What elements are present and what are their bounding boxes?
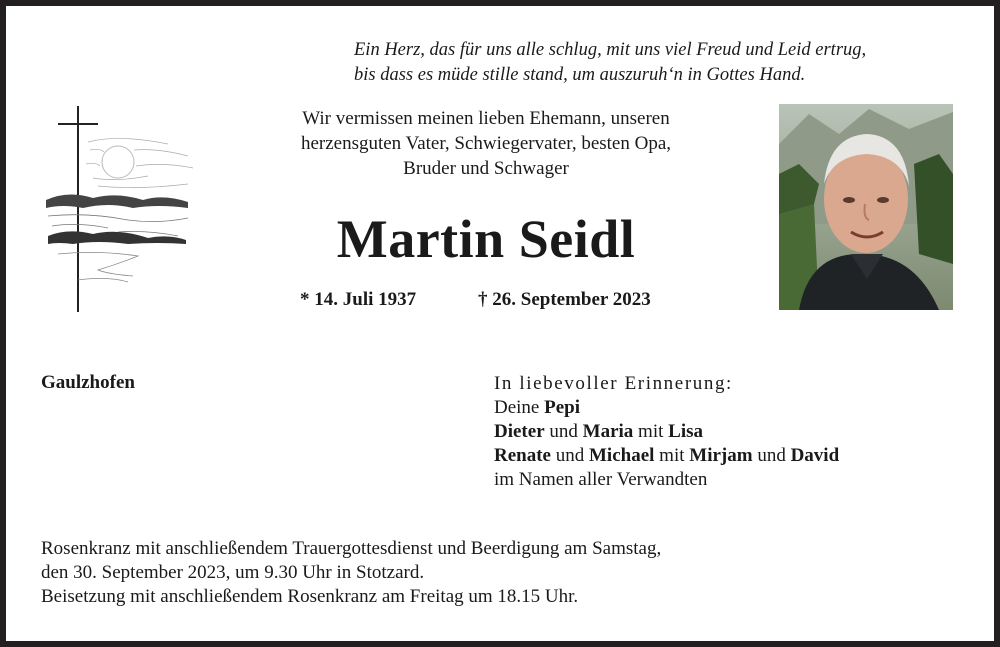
death-date: † 26. September 2023 [478, 289, 651, 310]
mourners-intro: In liebevoller Erinnerung: [494, 373, 733, 394]
intro-line-3: Bruder und Schwager [403, 158, 569, 179]
quote-line-1: Ein Herz, das für uns alle schlug, mit uns viel Freud und Leid ertrug, [354, 40, 867, 60]
word-und: und [757, 445, 786, 466]
name-dieter: Dieter [494, 421, 545, 442]
word-und: und [549, 421, 578, 442]
name-pepi: Pepi [544, 397, 581, 418]
quote-line-2: bis dass es müde stille stand, um auszuruh‘n in Gottes Hand. [354, 65, 806, 85]
place-name: Gaulzhofen [41, 372, 135, 393]
intro-line-2: herzensguten Vater, Schwiegervater, besten Opa, [300, 133, 672, 154]
intro-line-1: Wir vermissen meinen lieben Ehemann, unseren [302, 108, 670, 129]
mountain-ridge-2 [48, 231, 186, 244]
name-lisa: Lisa [668, 421, 703, 442]
mourners-line-3 [494, 444, 839, 468]
river-lines [58, 252, 138, 282]
word-mit: mit [638, 421, 664, 442]
word-mit: mit [659, 445, 685, 466]
mountain-ridge-1 [46, 194, 188, 208]
obituary-notice [6, 6, 994, 641]
deceased-name: Martin Seidl [336, 209, 636, 269]
service-info [41, 537, 661, 609]
moon [102, 146, 134, 178]
birth-date: * 14. Juli 1937 [300, 289, 417, 310]
name-david: David [790, 445, 840, 466]
name-michael: Michael [588, 445, 655, 466]
name-mirjam: Mirjam [689, 445, 753, 466]
mourners-block [494, 372, 839, 492]
memorial-quote [354, 38, 974, 88]
word-deine: Deine [494, 397, 540, 418]
mourners-relatives: im Namen aller Verwandten [494, 469, 708, 490]
service-line-1: Rosenkranz mit anschließendem Trauergottesdienst und Beerdigung am Samstag, [41, 538, 662, 559]
name-renate: Renate [494, 445, 551, 466]
portrait-image [779, 104, 953, 310]
intro-text [206, 106, 766, 181]
word-und: und [555, 445, 585, 466]
portrait-photo [779, 104, 953, 310]
name-maria: Maria [582, 421, 634, 442]
cross-landscape-illustration [38, 104, 198, 314]
mourners-line-1 [494, 396, 839, 420]
mourners-line-2 [494, 420, 839, 444]
service-line-3: Beisetzung mit anschließendem Rosenkranz am Freitag um 18.15 Uhr. [41, 586, 579, 607]
service-line-2: den 30. September 2023, um 9.30 Uhr in Stotzard. [41, 562, 425, 583]
